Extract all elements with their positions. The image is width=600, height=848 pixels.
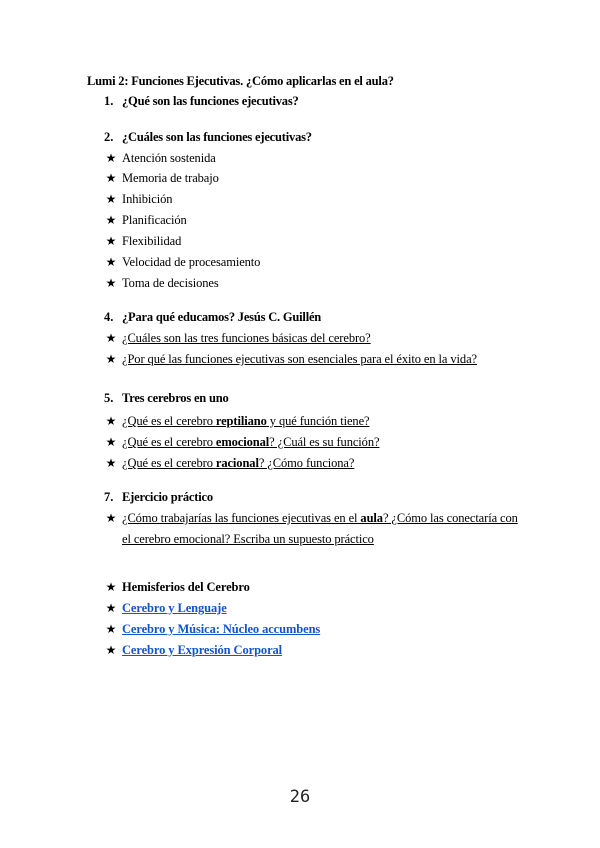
list-item-text: Toma de decisiones [122, 276, 219, 290]
list-item-text: Velocidad de procesamiento [122, 255, 261, 269]
hemispheres-heading: Hemisferios del Cerebro [122, 580, 250, 594]
section-heading: Ejercicio práctico [122, 490, 213, 504]
exercise-keyword: aula [360, 511, 383, 525]
exercise-text-line-2: el cerebro emocional? Escriba un supuesto práctico [122, 532, 374, 546]
question-prefix: ¿Qué es el cerebro [122, 435, 216, 449]
link-cerebro-musica[interactable]: Cerebro y Música: Núcleo accumbens [122, 622, 321, 636]
list-item-text: Flexibilidad [122, 234, 182, 248]
section-number: 1. [104, 94, 114, 108]
list-item-text: Atención sostenida [122, 151, 216, 165]
section-number: 5. [104, 391, 114, 405]
link-cerebro-expresion-corporal[interactable]: Cerebro y Expresión Corporal [122, 643, 283, 657]
section-heading: ¿Cuáles son las funciones ejecutivas? [122, 130, 312, 144]
star-bullet-icon: ★ [105, 643, 117, 657]
exercise-text-line-1 [122, 510, 518, 526]
star-bullet-icon: ★ [105, 352, 117, 366]
list-item-text: Memoria de trabajo [122, 171, 219, 185]
section-heading: ¿Para qué educamos? Jesús C. Guillén [122, 310, 322, 324]
question-text [122, 434, 379, 450]
star-bullet-icon: ★ [105, 435, 117, 449]
star-bullet-icon: ★ [105, 151, 117, 165]
document-title: Lumi 2: Funciones Ejecutivas. ¿Cómo aplicarlas en el aula? [87, 74, 394, 88]
star-bullet-icon: ★ [105, 580, 117, 594]
page-number: 26 [289, 787, 311, 807]
question-suffix: ? ¿Cómo funciona? [258, 456, 355, 470]
question-keyword: emocional [215, 435, 270, 449]
question-suffix: ? ¿Cuál es su función? [269, 435, 380, 449]
star-bullet-icon: ★ [105, 622, 117, 636]
exercise-suffix: ? ¿Cómo las conectaría con [382, 511, 518, 525]
star-bullet-icon: ★ [105, 331, 117, 345]
star-bullet-icon: ★ [105, 213, 117, 227]
star-bullet-icon: ★ [105, 276, 117, 290]
section-heading: Tres cerebros en uno [122, 391, 229, 405]
list-item-text: Inhibición [122, 192, 173, 206]
star-bullet-icon: ★ [105, 171, 117, 185]
list-item-text: Planificación [122, 213, 187, 227]
star-bullet-icon: ★ [105, 192, 117, 206]
question-text [122, 455, 354, 471]
question-keyword: reptiliano [215, 414, 267, 428]
star-bullet-icon: ★ [105, 601, 117, 615]
section-heading: ¿Qué son las funciones ejecutivas? [122, 94, 299, 108]
star-bullet-icon: ★ [105, 414, 117, 428]
section-number: 7. [104, 490, 114, 504]
question-text: ¿Por qué las funciones ejecutivas son esenciales para el éxito en la vida? [122, 352, 477, 366]
link-cerebro-lenguaje[interactable]: Cerebro y Lenguaje [122, 601, 227, 615]
question-suffix: y qué función tiene? [266, 414, 370, 428]
star-bullet-icon: ★ [105, 511, 117, 525]
question-text: ¿Cuáles son las tres funciones básicas del cerebro? [122, 331, 371, 345]
star-bullet-icon: ★ [105, 255, 117, 269]
section-number: 2. [104, 130, 114, 144]
section-number: 4. [104, 310, 114, 324]
question-text [122, 413, 369, 429]
question-keyword: racional [215, 456, 259, 470]
star-bullet-icon: ★ [105, 234, 117, 248]
question-prefix: ¿Qué es el cerebro [122, 414, 216, 428]
star-bullet-icon: ★ [105, 456, 117, 470]
exercise-prefix: ¿Cómo trabajarías las funciones ejecutivas en el [122, 511, 361, 525]
question-prefix: ¿Qué es el cerebro [122, 456, 216, 470]
